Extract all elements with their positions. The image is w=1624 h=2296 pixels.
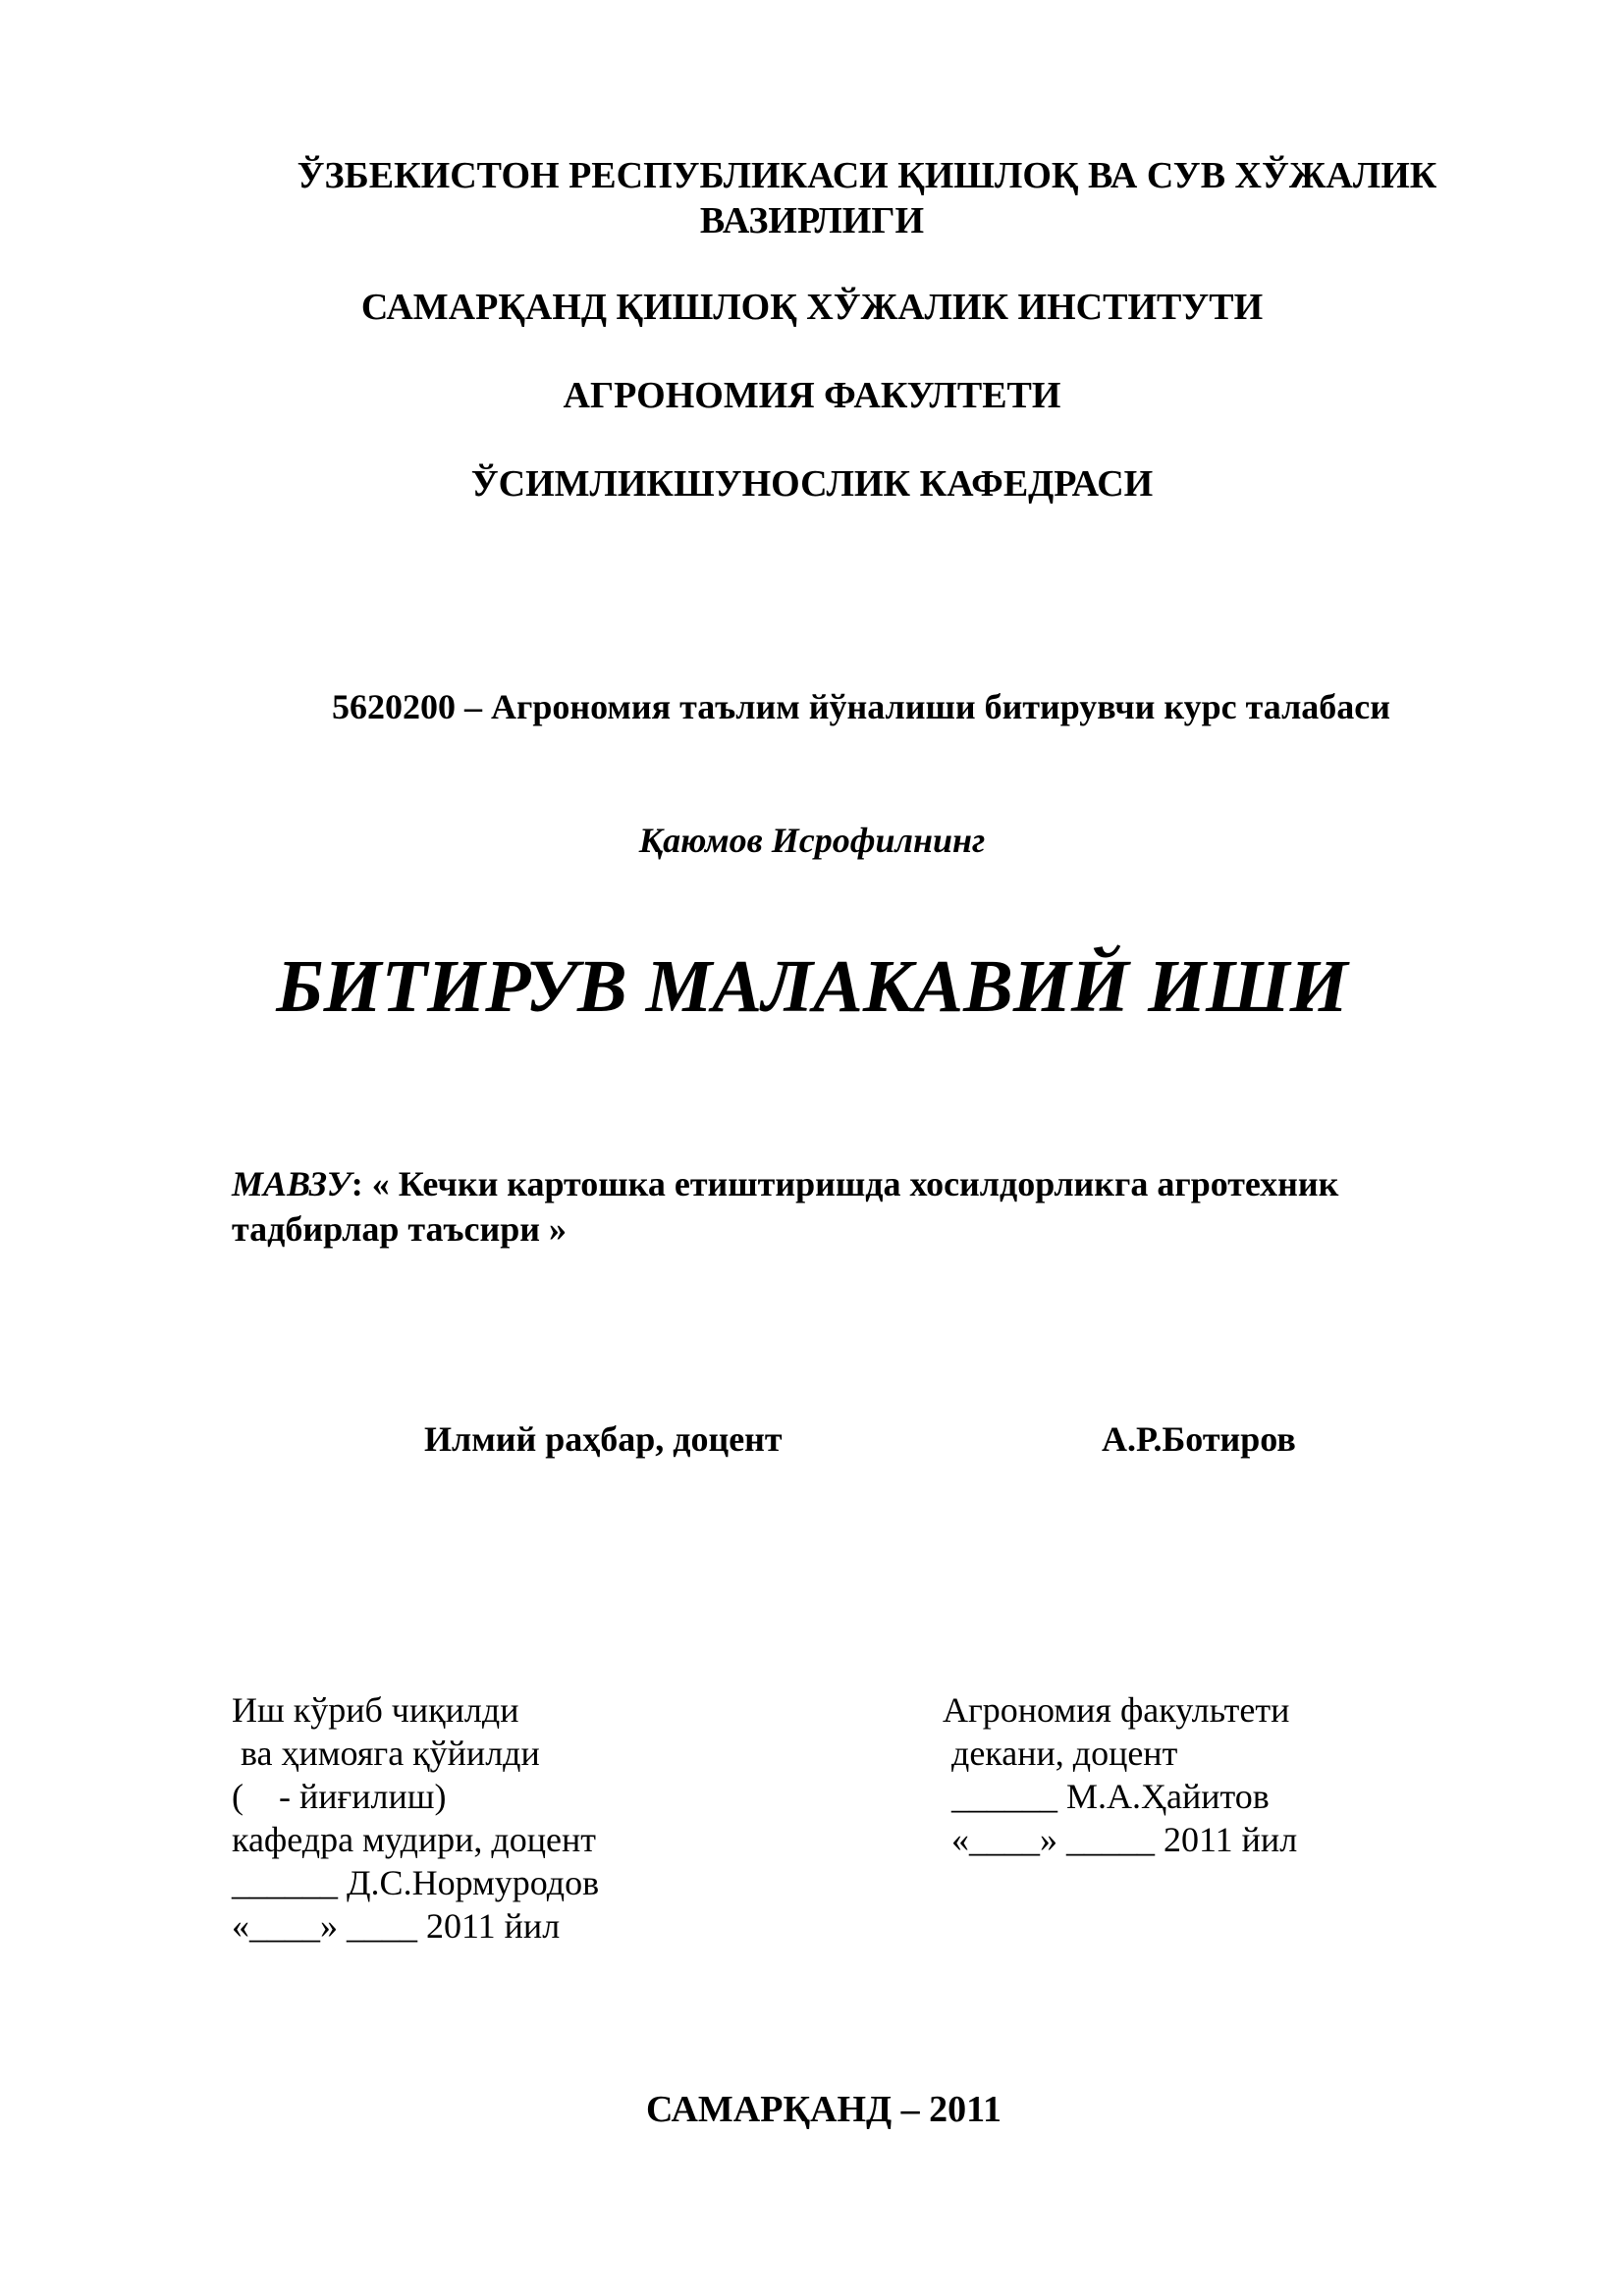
footer-city-year: САМАРҚАНД – 2011 [645, 2089, 1002, 2130]
faculty-name: АГРОНОМИЯ ФАКУЛТЕТИ [563, 375, 1061, 416]
work-title: БИТИРУВ МАЛАКАВИЙ ИШИ [276, 945, 1348, 1028]
student-name: Қаюмов Исрофилнинг [638, 821, 986, 860]
department-name: ЎСИМЛИКШУНОСЛИК КАФЕДРАСИ [470, 463, 1154, 505]
ministry-line-1: ЎЗБЕКИСТОН РЕСПУБЛИКАСИ ҚИШЛОҚ ВА СУВ ХЎЖАЛИК [297, 155, 1437, 196]
topic-text-1: « Кечки картошка етиштиришда хосилдорликга агротехник [362, 1164, 1339, 1203]
topic-line-1 [232, 1162, 1338, 1205]
approval-left-line-1: Иш кўриб чиқилди [232, 1690, 519, 1730]
approval-left-line-5: ______ Д.С.Нормуродов [232, 1863, 600, 1902]
approval-left-line-3: ( - йиғилиш) [232, 1777, 447, 1816]
program-line: 5620200 – Агрономия таълим йўналиши битирувчи курс талабаси [331, 687, 1391, 726]
approval-left-line-4: кафедра мудири, доцент [232, 1820, 596, 1859]
supervisor-role: Илмий раҳбар, доцент [424, 1419, 783, 1459]
topic-colon: : [351, 1164, 363, 1203]
supervisor-name: А.Р.Ботиров [1102, 1419, 1296, 1459]
approval-right-line-3: ______ М.А.Ҳайитов [943, 1777, 1270, 1816]
approval-left-line-6: «____» ____ 2011 йил [232, 1906, 561, 1946]
topic-label: МАВЗУ [232, 1164, 352, 1203]
approval-right-line-1: Агрономия факультети [943, 1690, 1290, 1730]
approval-right-line-4: «____» _____ 2011 йил [943, 1820, 1298, 1859]
topic-line-2: тадбирлар таъсири » [232, 1209, 568, 1249]
institute-name: САМАРҚАНД ҚИШЛОҚ ХЎЖАЛИК ИНСТИТУТИ [360, 287, 1264, 328]
ministry-line-2: ВАЗИРЛИГИ [699, 200, 925, 241]
approval-right-line-2: декани, доцент [943, 1734, 1178, 1773]
approval-left-line-2: ва ҳимояга қўйилди [232, 1734, 540, 1773]
